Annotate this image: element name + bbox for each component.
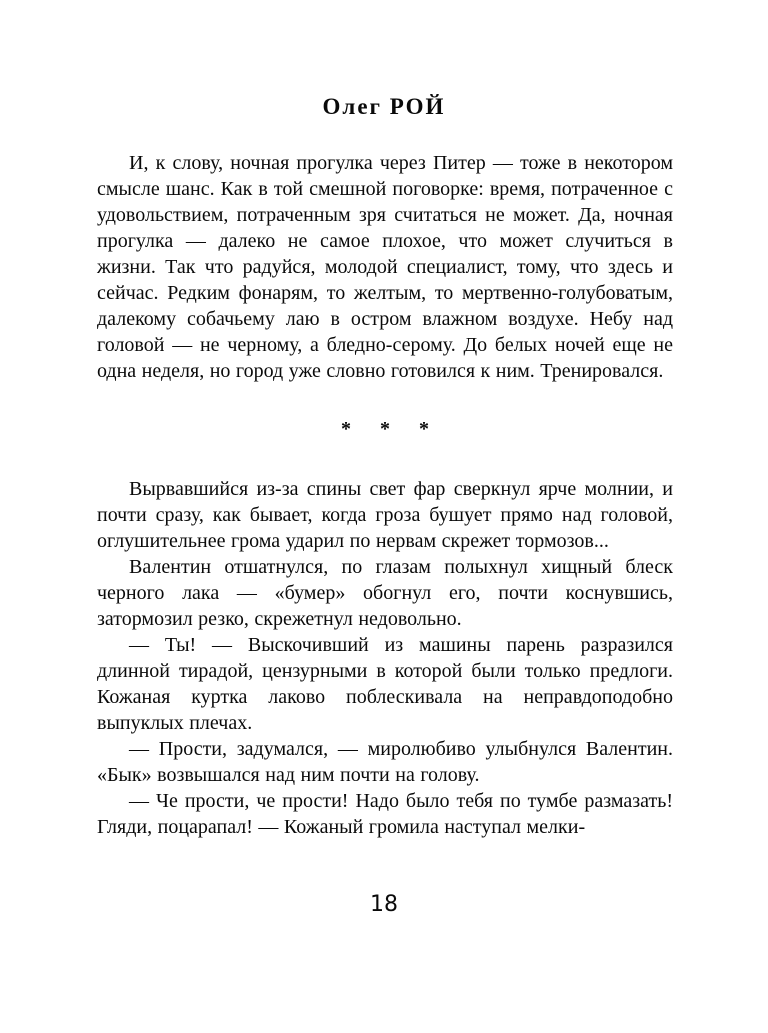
paragraph: — Че прости, че прости! Надо было тебя по тумбе размазать! Гляди, поцарапал! — Кожаный громила наступал мелки- <box>97 790 673 838</box>
author-running-header: Олег РОЙ <box>322 94 446 119</box>
paragraph: Валентин отшатнулся, по глазам полыхнул хищный блеск черного лака — «бумер» обогнул его, почти коснувшись, затормозил резко, скрежетнул недовольно. <box>97 556 673 630</box>
paragraph: — Прости, задумался, — миролюбиво улыбнулся Валентин. «Бык» возвышался над ним почти на голову. <box>97 738 673 786</box>
text-block <box>97 150 673 840</box>
paragraph: И, к слову, ночная прогулка через Питер — тоже в некотором смысле шанс. Как в той смешной поговорке: время, потраченное с удовольствием, потраченным зря считаться не может. Да, ночная прогулка — далеко не самое плохое, что может случиться в жизни. Так что радуйся, молодой специалист, тому, что здесь и сейчас. Редким фонарям, то желтым, то мертвенно-голубоватым, далекому собачьему лаю в остром влажном воздухе. Небу над головой — не черному, а бледно-серому. До белых ночей еще не одна неделя, но город уже словно готовился к ним. Тренировался. <box>97 152 673 382</box>
paragraph: Вырвавшийся из-за спины свет фар сверкнул ярче молнии, и почти сразу, как бывает, когда гроза бушует прямо над головой, оглушительнее грома ударил по нервам скрежет тормозов... <box>97 478 673 552</box>
section-separator: * * * <box>341 418 429 440</box>
page-number: 18 <box>370 892 398 917</box>
paragraph: — Ты! — Выскочивший из машины парень разразился длинной тирадой, цензурными в которой были только предлоги. Кожаная куртка лаково поблескивала на неправдоподобно выпуклых плечах. <box>97 634 673 734</box>
